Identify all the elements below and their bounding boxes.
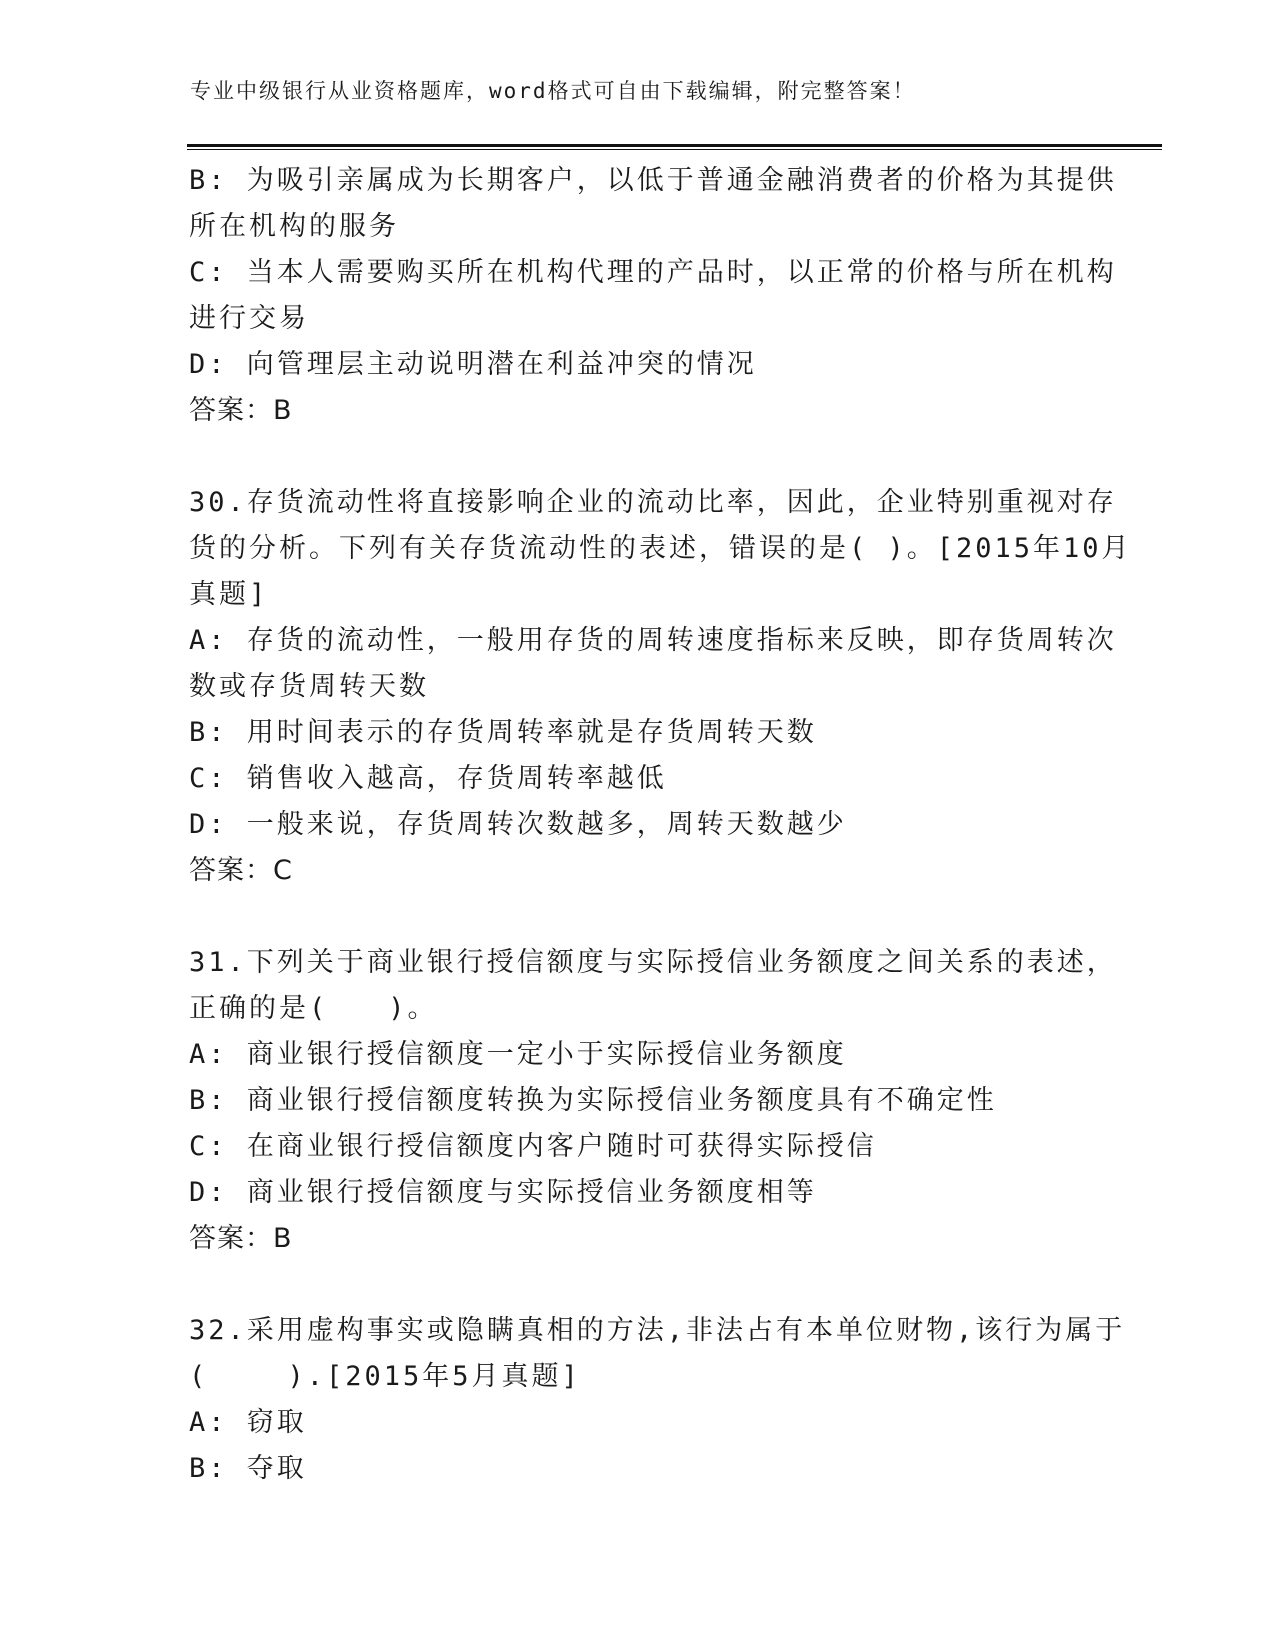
answer: 答案：C bbox=[189, 855, 293, 886]
header-rule-thin bbox=[187, 149, 1162, 150]
answer: 答案：B bbox=[189, 395, 293, 426]
option-b: B: 用时间表示的存货周转率就是存货周转天数 bbox=[189, 717, 817, 748]
option-d: D: 一般来说，存货周转次数越多，周转天数越少 bbox=[189, 809, 847, 840]
question-text-line: 真题] bbox=[189, 579, 269, 610]
question-31 bbox=[189, 940, 1117, 1262]
option-c: C: 在商业银行授信额度内客户随时可获得实际授信 bbox=[189, 1131, 877, 1162]
option-a: A: 商业银行授信额度一定小于实际授信业务额度 bbox=[189, 1039, 847, 1070]
header-rule bbox=[187, 144, 1162, 150]
option-b: B: 商业银行授信额度转换为实际授信业务额度具有不确定性 bbox=[189, 1085, 997, 1116]
option-d: D: 向管理层主动说明潜在利益冲突的情况 bbox=[189, 349, 757, 380]
option-c: C: 销售收入越高，存货周转率越低 bbox=[189, 763, 667, 794]
answer: 答案：B bbox=[189, 1223, 293, 1254]
option-c-line: C: 当本人需要购买所在机构代理的产品时，以正常的价格与所在机构 bbox=[189, 257, 1117, 288]
option-a-line: 数或存货周转天数 bbox=[189, 671, 429, 702]
option-c-line: 进行交易 bbox=[189, 303, 309, 334]
option-a-line: A: 存货的流动性，一般用存货的周转速度指标来反映，即存货周转次 bbox=[189, 625, 1117, 656]
option-b: B: 夺取 bbox=[189, 1453, 307, 1484]
spacer bbox=[189, 894, 1089, 940]
question-text-line: 30.存货流动性将直接影响企业的流动比率，因此，企业特别重视对存 bbox=[189, 487, 1117, 518]
question-30 bbox=[189, 480, 1132, 894]
option-d: D: 商业银行授信额度与实际授信业务额度相等 bbox=[189, 1177, 817, 1208]
question-text-line: 31.下列关于商业银行授信额度与实际授信业务额度之间关系的表述， bbox=[189, 947, 1117, 978]
document-body bbox=[189, 158, 1132, 1492]
question-32 bbox=[189, 1308, 1126, 1492]
spacer bbox=[189, 434, 1089, 480]
question-block-prev bbox=[189, 158, 1117, 434]
option-a: A: 窃取 bbox=[189, 1407, 307, 1438]
spacer bbox=[189, 1262, 1089, 1308]
page-header: 专业中级银行从业资格题库，word格式可自由下载编辑，附完整答案！ bbox=[190, 79, 916, 103]
question-text-line: 32.采用虚构事实或隐瞒真相的方法,非法占有本单位财物,该行为属于 bbox=[189, 1315, 1126, 1346]
question-text-line: ( ).[2015年5月真题] bbox=[189, 1361, 581, 1392]
option-b-line: B: 为吸引亲属成为长期客户，以低于普通金融消费者的价格为其提供 bbox=[189, 165, 1117, 196]
header-rule-thick bbox=[187, 144, 1162, 147]
question-text-line: 正确的是( )。 bbox=[189, 993, 438, 1024]
question-text-line: 货的分析。下列有关存货流动性的表述，错误的是( )。[2015年10月 bbox=[189, 533, 1132, 564]
option-b-line: 所在机构的服务 bbox=[189, 211, 399, 242]
